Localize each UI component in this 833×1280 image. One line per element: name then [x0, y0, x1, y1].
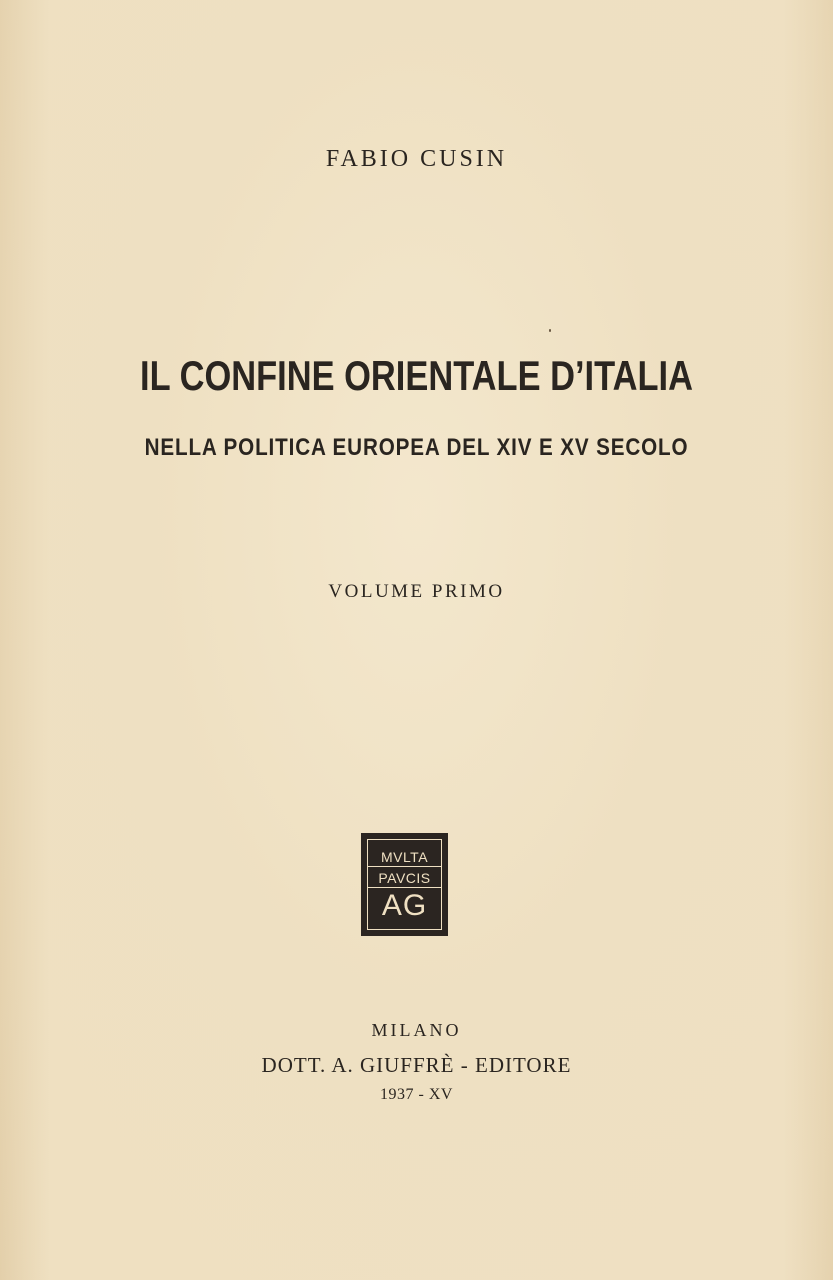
- logo-divider: [368, 866, 441, 867]
- publisher-logo-frame: [367, 839, 442, 930]
- publication-year: 1937 - XV: [380, 1086, 453, 1103]
- logo-divider: [368, 887, 441, 888]
- logo-line-2: PAVCIS: [378, 870, 431, 886]
- paper-speck: [549, 329, 551, 332]
- logo-line-1: MVLTA: [380, 849, 429, 865]
- book-title: IL CONFINE ORIENTALE D’ITALIA: [140, 352, 693, 399]
- publication-city: MILANO: [371, 1020, 462, 1040]
- book-subtitle: NELLA POLITICA EUROPEA DEL XIV E XV SECOLO: [144, 434, 689, 461]
- author-name: FABIO CUSIN: [325, 146, 508, 172]
- logo-monogram: AG: [381, 889, 428, 922]
- volume-label: VOLUME PRIMO: [328, 581, 505, 602]
- publisher-logo: [361, 833, 448, 936]
- publisher-name: DOTT. A. GIUFFRÈ - EDITORE: [261, 1053, 572, 1077]
